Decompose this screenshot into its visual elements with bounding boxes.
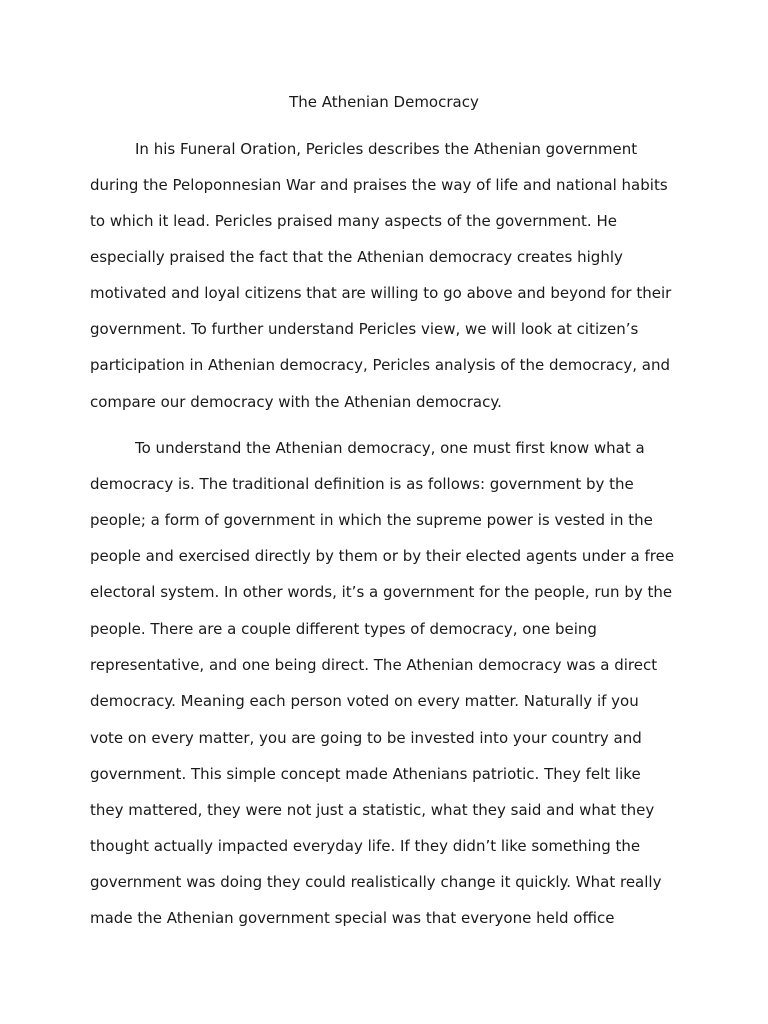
paragraph-1-line-7: participation in Athenian democracy, Pericles analysis of the democracy, and (90, 356, 670, 374)
paragraph-2-line-12: thought actually impacted everyday life. If they didn’t like something the (90, 837, 641, 855)
paragraph-2-line-7: representative, and one being direct. The Athenian democracy was a direct (90, 656, 658, 674)
paragraph-2-line-5: electoral system. In other words, it’s a government for the people, run by the (90, 583, 673, 601)
paragraph-2-line-8: democracy. Meaning each person voted on every matter. Naturally if you (90, 692, 639, 710)
paragraph-2-line-9: vote on every matter, you are going to be invested into your country and (90, 729, 642, 747)
paragraph-2-line-6: people. There are a couple different types of democracy, one being (90, 620, 597, 638)
document-title: The Athenian Democracy (289, 93, 479, 111)
paragraph-2-line-10: government. This simple concept made Athenians patriotic. They felt like (90, 765, 641, 783)
paragraph-1-line-8: compare our democracy with the Athenian democracy. (90, 393, 502, 411)
paragraph-1-line-2: during the Peloponnesian War and praises the way of life and national habits (90, 176, 668, 194)
paragraph-1-line-6: government. To further understand Pericles view, we will look at citizen’s (90, 320, 639, 338)
paragraph-1-line-3: to which it lead. Pericles praised many aspects of the government. He (90, 212, 617, 230)
paragraph-1-line-4: especially praised the fact that the Athenian democracy creates highly (90, 248, 623, 266)
paragraph-2-line-3: people; a form of government in which the supreme power is vested in the (90, 511, 653, 529)
paragraph-2-line-4: people and exercised directly by them or by their elected agents under a free (90, 547, 675, 565)
paragraph-2-line-11: they mattered, they were not just a statistic, what they said and what they (90, 801, 655, 819)
paragraph-2-line-13: government was doing they could realistically change it quickly. What really (90, 873, 662, 891)
paragraph-1-line-1: In his Funeral Oration, Pericles describes the Athenian government (135, 140, 638, 158)
paragraph-2-line-2: democracy is. The traditional definition is as follows: government by the (90, 475, 634, 493)
paragraph-2-line-14: made the Athenian government special was that everyone held office (90, 909, 615, 927)
paragraph-2-line-1: To understand the Athenian democracy, one must first know what a (135, 439, 645, 457)
paragraph-1-line-5: motivated and loyal citizens that are willing to go above and beyond for their (90, 284, 672, 302)
